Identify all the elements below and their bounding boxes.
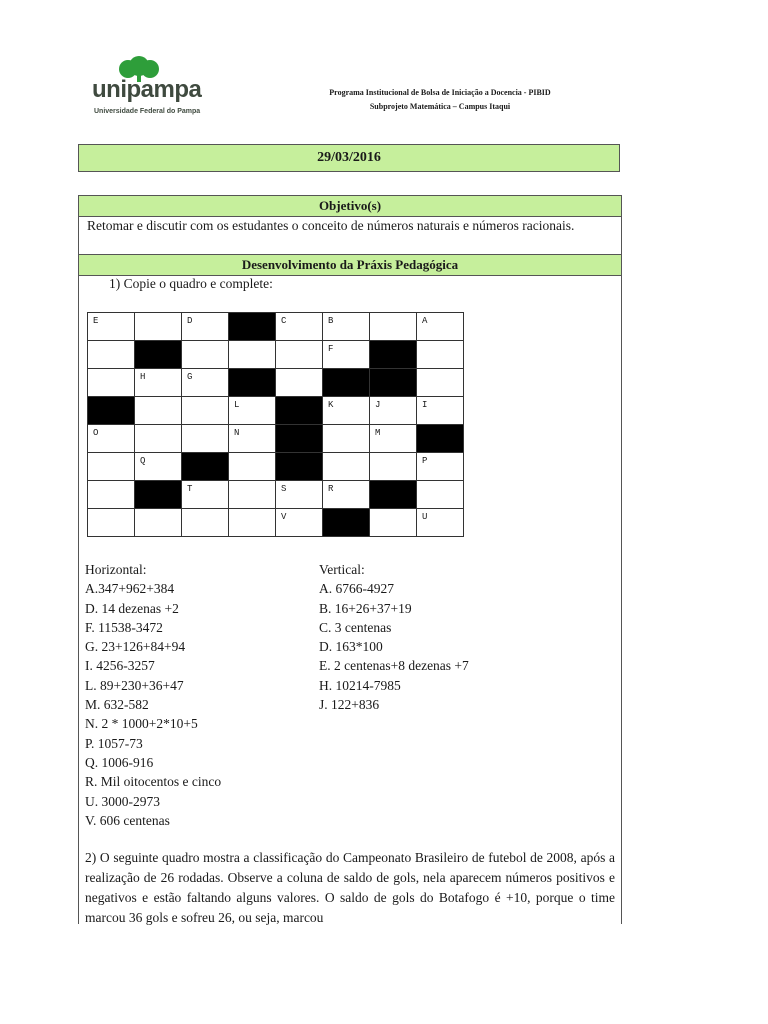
- logo-subtitle: Universidade Federal do Pampa: [94, 108, 201, 115]
- grid-cell: [88, 313, 135, 341]
- grid-cell: [276, 509, 323, 537]
- grid-cell-black: [135, 481, 182, 509]
- grid-cell: [229, 453, 276, 481]
- horizontal-clue: D. 14 dezenas +2: [85, 600, 179, 616]
- grid-cell-letter: U: [422, 512, 428, 522]
- grid-cell-letter: [135, 425, 181, 428]
- grid-cell: [88, 341, 135, 369]
- grid-row: [88, 481, 464, 509]
- grid-cell: [135, 453, 182, 481]
- grid-cell: [182, 481, 229, 509]
- grid-cell-black: [182, 453, 229, 481]
- grid-cell: [417, 341, 464, 369]
- program-header: [300, 86, 580, 114]
- grid-cell: [229, 509, 276, 537]
- grid-cell-letter: [417, 481, 463, 484]
- grid-cell: [88, 425, 135, 453]
- task-2-text: 2) O seguinte quadro mostra a classificação do Campeonato Brasileiro de futebol de 2008, após a realização de 26 rodadas. Observe a coluna de saldo de gols, nela aparecem números positivos e negativos e estão faltando alguns valores. O saldo de gols do Botafogo é +10, porque o time marcou 36 gols e sofreu 26, ou seja, marcou: [85, 850, 615, 925]
- grid-cell: [370, 509, 417, 537]
- grid-cell: [323, 397, 370, 425]
- horizontal-clue: G. 23+126+84+94: [85, 639, 186, 655]
- development-heading: Desenvolvimento da Práxis Pedagógica: [79, 254, 621, 276]
- grid-cell-letter: [88, 341, 134, 344]
- grid-cell-letter: [229, 509, 275, 512]
- grid-cell-letter: [182, 509, 228, 512]
- vertical-clue: E. 2 centenas+8 dezenas +7: [319, 658, 469, 674]
- grid-cell: [370, 425, 417, 453]
- grid-cell: [88, 369, 135, 397]
- grid-cell-black: [323, 509, 370, 537]
- grid-cell-letter: [135, 313, 181, 316]
- grid-cell: [88, 453, 135, 481]
- grid-cell-letter: [276, 341, 322, 344]
- grid-cell: [182, 509, 229, 537]
- grid-cell-letter: [182, 425, 228, 428]
- date-banner: 29/03/2016: [78, 144, 620, 172]
- vertical-clues: [319, 560, 469, 714]
- grid-cell-black: [88, 397, 135, 425]
- unipampa-logo: [92, 56, 202, 118]
- grid-cell-letter: [370, 509, 416, 512]
- grid-cell: [417, 397, 464, 425]
- grid-cell-letter: I: [422, 400, 428, 410]
- grid-cell-letter: R: [328, 484, 334, 494]
- grid-row: [88, 341, 464, 369]
- grid-cell: [135, 425, 182, 453]
- grid-cell: [88, 481, 135, 509]
- grid-cell-letter: [417, 369, 463, 372]
- grid-cell: [276, 313, 323, 341]
- vertical-clue: J. 122+836: [319, 697, 380, 713]
- grid-cell-letter: S: [281, 484, 287, 494]
- grid-cell-black: [229, 313, 276, 341]
- grid-cell-letter: [370, 453, 416, 456]
- grid-cell: [323, 481, 370, 509]
- vertical-clue: C. 3 centenas: [319, 619, 392, 635]
- vertical-clue: D. 163*100: [319, 639, 383, 655]
- grid-cell: [417, 313, 464, 341]
- grid-cell: [370, 453, 417, 481]
- grid-cell-letter: [135, 397, 181, 400]
- grid-cell-black: [276, 397, 323, 425]
- grid-cell-letter: [229, 341, 275, 344]
- grid-cell-letter: Q: [140, 456, 146, 466]
- grid-cell-black: [370, 481, 417, 509]
- grid-cell: [370, 313, 417, 341]
- grid-cell-black: [229, 369, 276, 397]
- grid-cell: [182, 341, 229, 369]
- grid-cell: [182, 369, 229, 397]
- grid-cell-letter: [276, 369, 322, 372]
- crossword-grid: [87, 312, 464, 537]
- grid-cell-letter: G: [187, 372, 193, 382]
- horizontal-clue: N. 2 * 1000+2*10+5: [85, 716, 198, 732]
- grid-cell: [229, 425, 276, 453]
- grid-cell-black: [135, 341, 182, 369]
- grid-cell-letter: [88, 453, 134, 456]
- grid-cell: [229, 481, 276, 509]
- grid-cell: [370, 397, 417, 425]
- grid-cell-letter: O: [93, 428, 99, 438]
- grid-cell: [323, 313, 370, 341]
- grid-cell-letter: [88, 369, 134, 372]
- grid-cell: [417, 481, 464, 509]
- horizontal-clues: [85, 560, 221, 830]
- grid-row: [88, 369, 464, 397]
- lesson-plan-table: [78, 195, 622, 924]
- grid-cell-letter: A: [422, 316, 428, 326]
- grid-cell: [417, 509, 464, 537]
- grid-cell-letter: L: [234, 400, 240, 410]
- grid-cell-letter: [370, 313, 416, 316]
- horizontal-clue: M. 632-582: [85, 697, 149, 713]
- grid-cell-letter: N: [234, 428, 240, 438]
- grid-cell: [417, 369, 464, 397]
- subproject-title: Subprojeto Matemática – Campus Itaqui: [369, 102, 511, 111]
- horizontal-title: Horizontal:: [85, 562, 147, 577]
- grid-row: [88, 509, 464, 537]
- grid-cell-letter: [417, 341, 463, 344]
- grid-cell: [182, 425, 229, 453]
- grid-cell: [135, 397, 182, 425]
- horizontal-clue: U. 3000-2973: [85, 793, 160, 809]
- grid-cell-black: [370, 369, 417, 397]
- grid-cell: [182, 397, 229, 425]
- logo-wordmark: unipampa: [92, 76, 202, 103]
- grid-cell-letter: J: [375, 400, 381, 410]
- grid-cell-letter: F: [328, 344, 334, 354]
- grid-cell: [276, 369, 323, 397]
- grid-cell-letter: K: [328, 400, 334, 410]
- vertical-clue: H. 10214-7985: [319, 677, 401, 693]
- grid-cell-black: [323, 369, 370, 397]
- grid-cell: [182, 313, 229, 341]
- grid-cell: [135, 369, 182, 397]
- grid-cell: [417, 453, 464, 481]
- grid-cell: [323, 341, 370, 369]
- grid-cell-black: [417, 425, 464, 453]
- grid-row: [88, 397, 464, 425]
- vertical-title: Vertical:: [319, 562, 365, 577]
- grid-cell-letter: [88, 509, 134, 512]
- grid-cell: [88, 509, 135, 537]
- horizontal-clue: Q. 1006-916: [85, 754, 154, 770]
- horizontal-clue: P. 1057-73: [85, 735, 143, 751]
- grid-cell-letter: [323, 453, 369, 456]
- grid-cell: [276, 481, 323, 509]
- horizontal-clue: I. 4256-3257: [85, 658, 155, 674]
- grid-cell-letter: [323, 425, 369, 428]
- grid-cell-letter: V: [281, 512, 287, 522]
- horizontal-clue: R. Mil oitocentos e cinco: [85, 774, 222, 790]
- grid-cell-letter: C: [281, 316, 287, 326]
- horizontal-clue: L. 89+230+36+47: [85, 677, 184, 693]
- grid-cell: [229, 397, 276, 425]
- grid-cell-letter: H: [140, 372, 146, 382]
- objective-heading: Objetivo(s): [79, 196, 621, 217]
- grid-cell-letter: [182, 397, 228, 400]
- grid-cell-letter: [229, 481, 275, 484]
- grid-cell-letter: E: [93, 316, 99, 326]
- horizontal-clue: A.347+962+384: [85, 581, 175, 597]
- program-title: Programa Institucional de Bolsa de Iniciação a Docencia - PIBID: [329, 88, 551, 97]
- grid-cell: [323, 425, 370, 453]
- grid-row: [88, 425, 464, 453]
- grid-cell-letter: [135, 509, 181, 512]
- horizontal-clue: F. 11538-3472: [85, 619, 163, 635]
- grid-cell: [276, 341, 323, 369]
- grid-cell-letter: T: [187, 484, 193, 494]
- grid-cell-letter: D: [187, 316, 193, 326]
- grid-cell-letter: [88, 481, 134, 484]
- grid-cell-letter: [182, 341, 228, 344]
- grid-cell-black: [370, 341, 417, 369]
- grid-row: [88, 453, 464, 481]
- grid-cell: [229, 341, 276, 369]
- grid-cell-letter: M: [375, 428, 381, 438]
- grid-cell-letter: P: [422, 456, 428, 466]
- vertical-clue: A. 6766-4927: [319, 581, 394, 597]
- objective-text: Retomar e discutir com os estudantes o conceito de números naturais e números racionais.: [87, 218, 575, 233]
- vertical-clue: B. 16+26+37+19: [319, 600, 412, 616]
- grid-cell: [323, 453, 370, 481]
- grid-cell-letter: [229, 453, 275, 456]
- grid-cell-black: [276, 453, 323, 481]
- task-1-instruction: 1) Copie o quadro e complete:: [109, 276, 273, 291]
- grid-cell-black: [276, 425, 323, 453]
- grid-row: [88, 313, 464, 341]
- grid-cell: [135, 313, 182, 341]
- grid-cell-letter: B: [328, 316, 334, 326]
- horizontal-clue: V. 606 centenas: [85, 812, 170, 828]
- grid-cell: [135, 509, 182, 537]
